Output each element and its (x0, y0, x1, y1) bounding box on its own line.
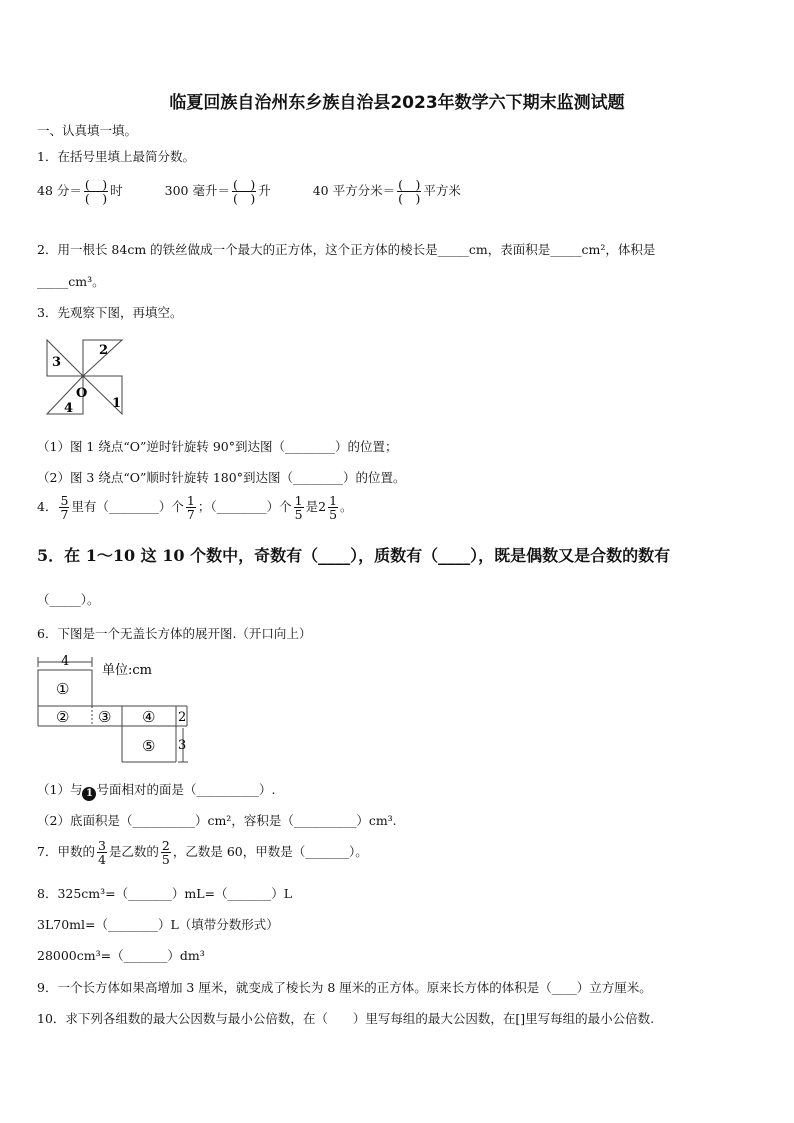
q1-b-denominator[interactable]: ( ) (232, 191, 256, 207)
q1-a-unit: 时 (110, 183, 123, 199)
q4-f2-den: 7 (186, 507, 195, 523)
q1-b-numerator[interactable]: ( ) (232, 177, 256, 192)
label-2: 2 (99, 343, 109, 358)
dim-right-2-label: 3 (178, 738, 187, 753)
page-title: 临夏回族自治州东乡族自治县2023年数学六下期末监测试题 (169, 93, 625, 113)
face-2-label: ② (56, 708, 70, 726)
q1-b-fraction (232, 178, 256, 205)
q1-a-denominator[interactable]: ( ) (84, 191, 108, 207)
q1-b-left: 300 毫升＝ (164, 183, 230, 199)
q1-b-unit: 升 (258, 183, 271, 199)
label-1: 1 (112, 396, 122, 411)
q4-fraction-3 (294, 494, 304, 521)
question-3-sub-1: （1）图 1 绕点“O”逆时针旋转 90°到达图（________）的位置； (37, 439, 398, 454)
q1-c-fraction (397, 178, 421, 205)
q4-f4-den: 5 (329, 507, 338, 523)
q7-f1-den: 4 (97, 852, 106, 868)
q4-f1-num: 5 (60, 493, 69, 508)
q4-text-2: ；（________）个 (197, 499, 292, 515)
q6-sub1-post: 号面相对的面是（__________）. (96, 782, 276, 797)
q1-c-left: 40 平方分米＝ (312, 183, 396, 199)
q4-text-4: 。 (340, 499, 353, 515)
q7-fraction-2 (161, 839, 171, 866)
q1-a-fraction (84, 178, 108, 205)
question-10: 10．求下列各组数的最大公因数与最小公倍数，在（ ）里写每组的最大公因数，在[]里写每组的最小公倍数. (37, 1011, 655, 1026)
question-3-sub-2: （2）图 3 绕点“O”顺时针旋转 180°到达图（________）的位置。 (37, 470, 406, 485)
q7-fraction-1 (97, 839, 107, 866)
question-9: 9．一个长方体如果高增加 3 厘米，就变成了棱长为 8 厘米的正方体。原来长方体的体积是（____）立方厘米。 (37, 980, 652, 995)
question-7 (37, 839, 368, 866)
q1-a-left: 48 分＝ (37, 183, 82, 199)
q7-f1-num: 3 (97, 838, 106, 853)
question-5-line-1: 5．在 1～10 这 10 个数中，奇数有（____），质数有（____），既是偶数又是合数的数有 (37, 546, 671, 565)
question-3: 3．先观察下图，再填空。 (37, 305, 183, 320)
q4-text-3: 是 (305, 499, 319, 515)
q4-f4-num: 1 (329, 493, 338, 508)
q7-mid: 是乙数的 (108, 844, 159, 860)
question-8-line-1: 8．325cm³=（_______）mL=（_______）L (37, 886, 293, 901)
q4-f3-den: 5 (294, 507, 303, 523)
question-8-line-3: 28000cm³=（_______）dm³ (37, 948, 205, 963)
q4-fraction-1 (59, 494, 69, 521)
face-5-label: ⑤ (142, 737, 156, 755)
q7-post: ，乙数是 60，甲数是（_______）。 (172, 844, 368, 860)
q4-f2-num: 1 (186, 493, 195, 508)
q1-a-numerator[interactable]: ( ) (84, 177, 108, 192)
face-marker-1: 1 (82, 787, 96, 801)
q7-pre: 7．甲数的 (37, 844, 95, 860)
q1-c-numerator[interactable]: ( ) (398, 177, 421, 192)
question-6-sub-2: （2）底面积是（__________）cm²，容积是（__________）cm³. (37, 813, 397, 828)
question-1: 1．在括号里填上最简分数。 (37, 149, 195, 164)
question-2-line-1: 2．用一根长 84cm 的铁丝做成一个最大的正方体，这个正方体的棱长是_____cm，表面积是_____cm²，体积是 (37, 242, 656, 257)
question-2-line-2: _____cm³。 (37, 274, 105, 289)
unit-label: 单位:cm (102, 663, 152, 678)
face-4-label: ④ (142, 708, 156, 726)
face-3-label: ③ (98, 708, 112, 726)
label-o: O (76, 386, 88, 401)
label-3: 3 (52, 355, 62, 370)
face-1-label: ① (56, 680, 70, 698)
dim-top-label: 4 (61, 654, 70, 669)
question-1-items (37, 178, 461, 205)
label-4: 4 (64, 401, 74, 416)
q4-fraction-2 (186, 494, 196, 521)
question-5-line-2: （_____）。 (37, 592, 100, 607)
q4-f3-num: 1 (294, 493, 303, 508)
question-6-sub-1 (37, 780, 275, 801)
q1-c-denominator[interactable]: ( ) (398, 191, 421, 207)
question-8-line-2: 3L70ml=（________）L（填带分数形式） (37, 917, 279, 932)
rotation-figure (44, 336, 126, 418)
box-net-figure (34, 654, 194, 766)
q1-c-unit: 平方米 (423, 183, 461, 199)
q7-f2-num: 2 (161, 838, 170, 853)
dim-right-1-label: 2 (178, 710, 187, 725)
q4-fraction-4 (328, 494, 338, 521)
q4-f1-den: 7 (60, 507, 69, 523)
question-6: 6．下图是一个无盖长方体的展开图.（开口向上） (37, 626, 312, 641)
q4-whole: 2 (318, 499, 327, 515)
q4-text-1: 里有（________）个 (71, 499, 184, 515)
question-4 (37, 494, 353, 521)
q6-sub1-pre: （1）与 (37, 782, 83, 797)
q4-number: 4． (37, 499, 58, 515)
section-heading: 一、认真填一填。 (37, 123, 138, 138)
q7-f2-den: 5 (161, 852, 170, 868)
